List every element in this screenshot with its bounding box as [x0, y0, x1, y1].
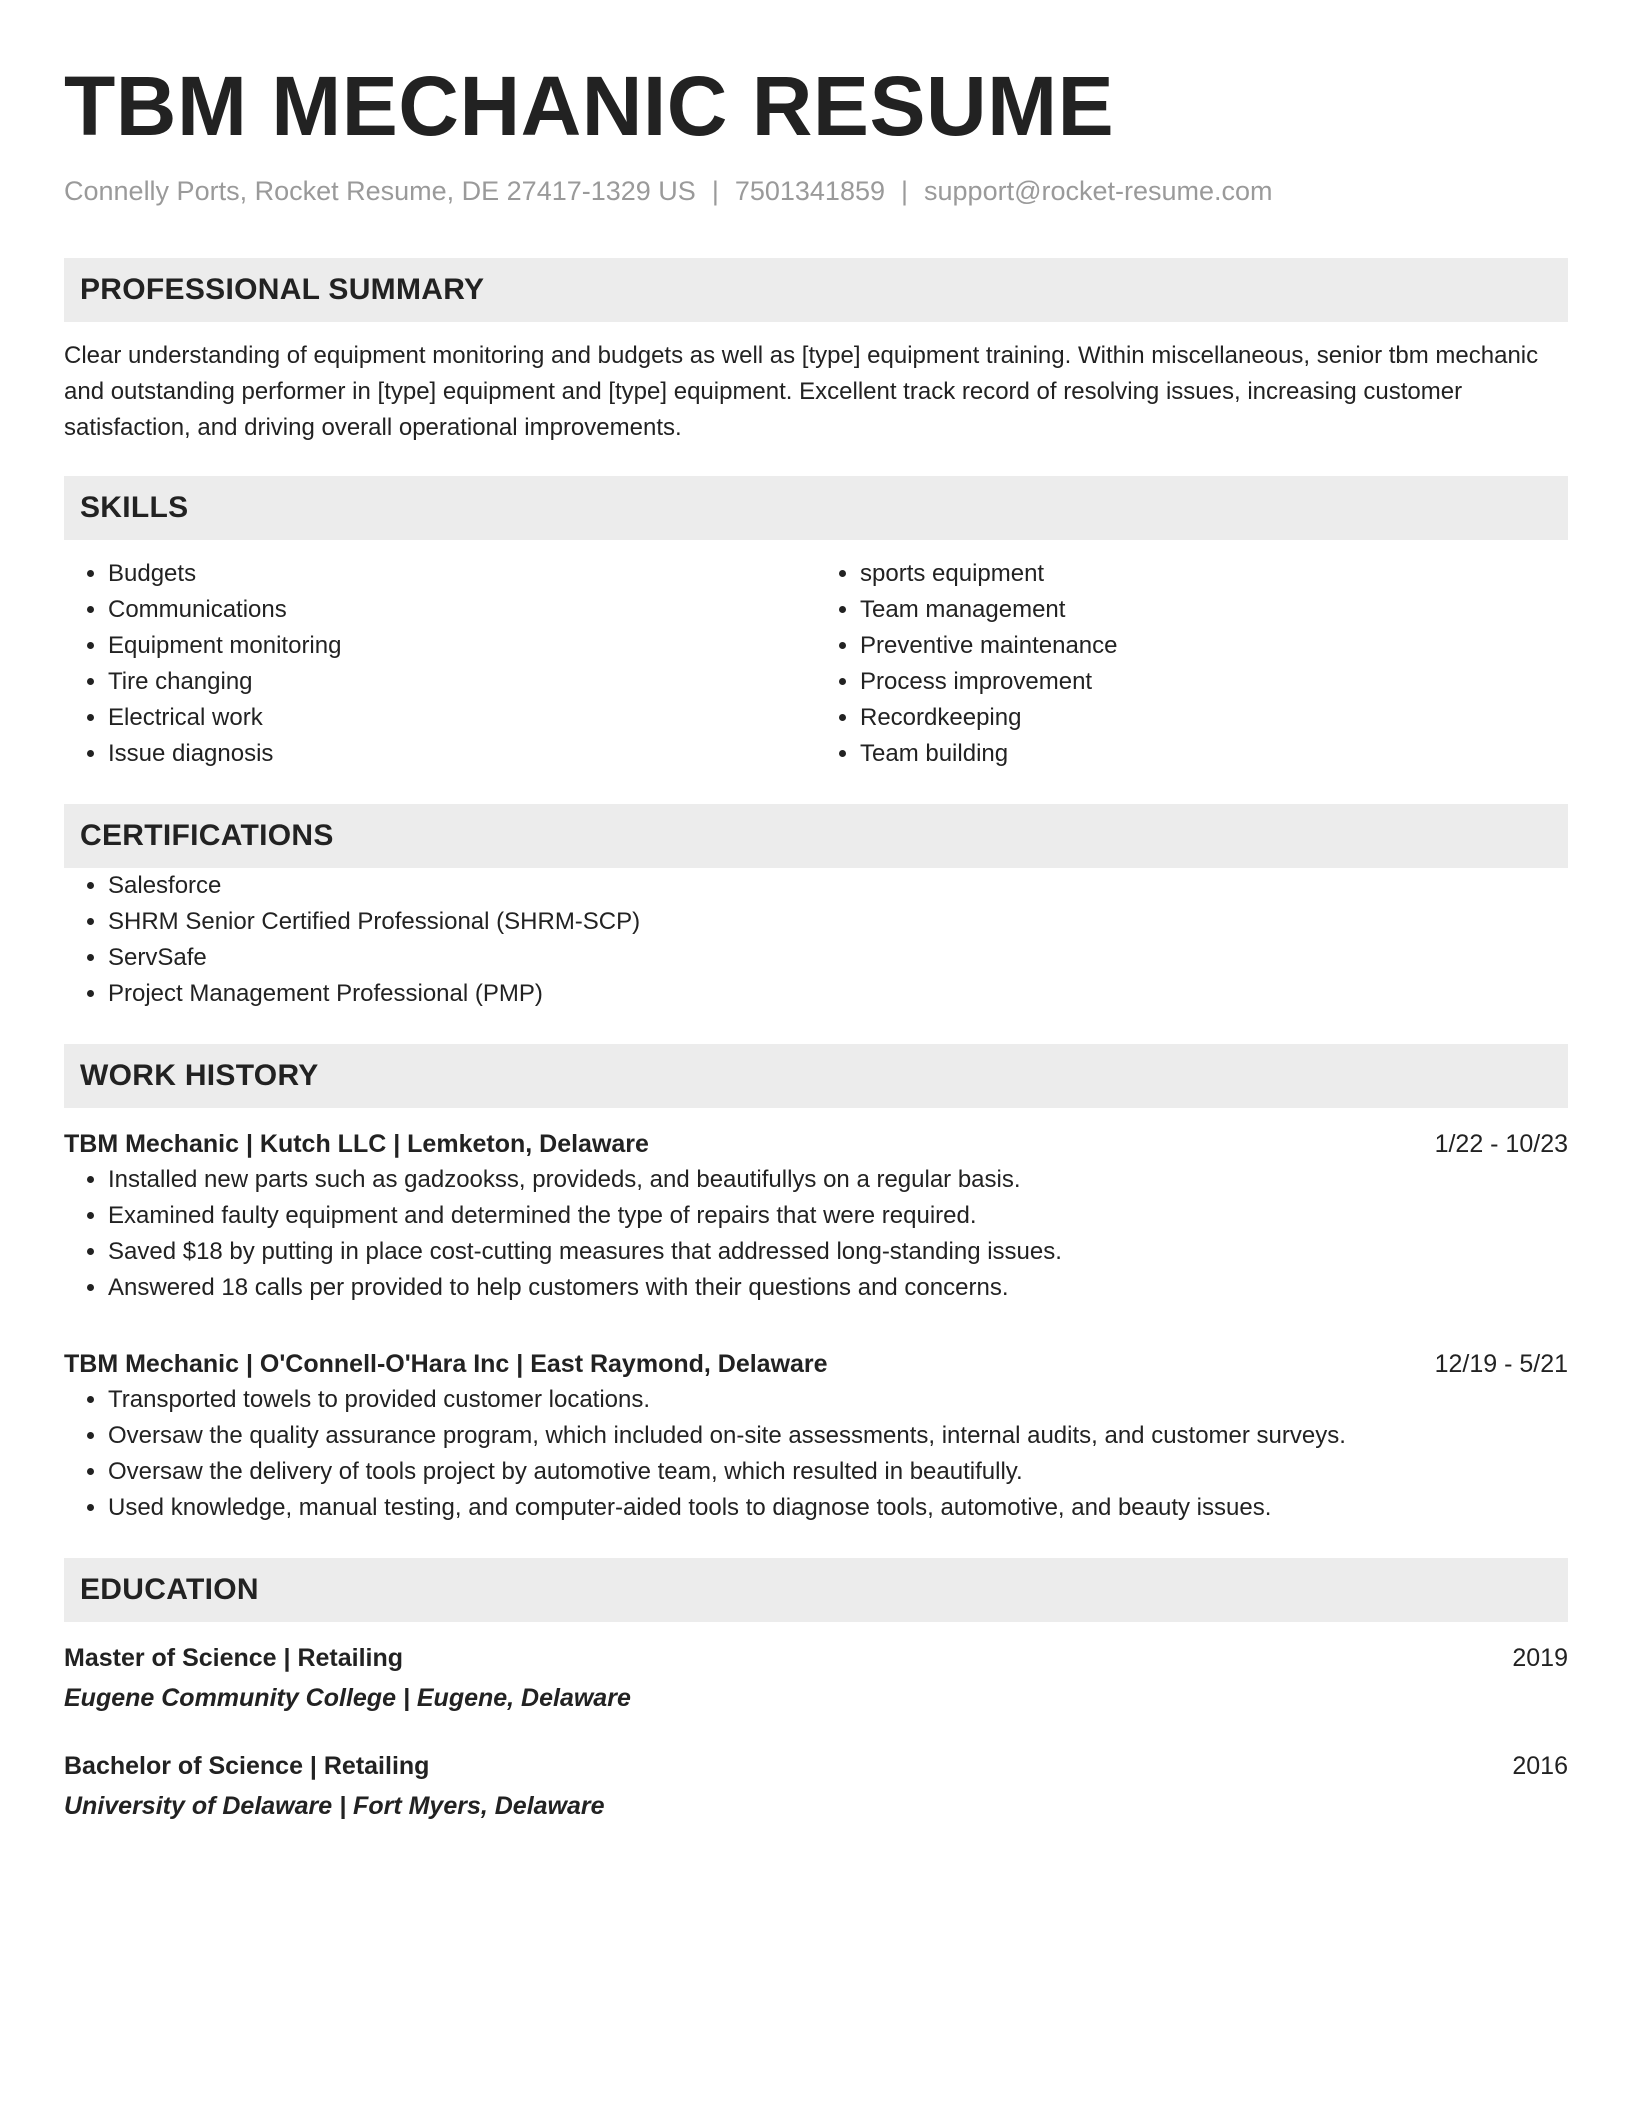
skill-item: • Process improvement	[860, 664, 1568, 700]
skill-item: • Team management	[860, 592, 1568, 628]
job-bullets	[64, 1382, 1568, 1526]
job-bullet: • Oversaw the delivery of tools project by automotive team, which resulted in beautifully.	[108, 1454, 1568, 1490]
skill-item: • Recordkeeping	[860, 700, 1568, 736]
section-heading-education: EDUCATION	[64, 1558, 1568, 1622]
education-entry	[64, 1640, 1568, 1716]
skill-item: • Equipment monitoring	[108, 628, 816, 664]
section-heading-summary: PROFESSIONAL SUMMARY	[64, 258, 1568, 322]
skill-item: • Team building	[860, 736, 1568, 772]
skills-list-right	[816, 556, 1568, 772]
certifications-list	[64, 868, 1568, 1012]
job-bullet: • Oversaw the quality assurance program, which included on-site assessments, internal audits, and customer surveys.	[108, 1418, 1568, 1454]
certification-item: • Project Management Professional (PMP)	[108, 976, 1568, 1012]
skill-item: • sports equipment	[860, 556, 1568, 592]
job-entry	[64, 1346, 1568, 1526]
education-school: University of Delaware | Fort Myers, Delaware	[64, 1792, 605, 1820]
skills-list-left	[64, 556, 816, 772]
skill-item: • Budgets	[108, 556, 816, 592]
job-bullet: • Answered 18 calls per provided to help customers with their questions and concerns.	[108, 1270, 1568, 1306]
job-title: TBM Mechanic | Kutch LLC | Lemketon, Delaware	[64, 1130, 649, 1158]
job-bullets	[64, 1162, 1568, 1306]
skill-item: • Issue diagnosis	[108, 736, 816, 772]
education-degree: Bachelor of Science | Retailing	[64, 1752, 430, 1780]
skill-item: • Electrical work	[108, 700, 816, 736]
skills-column-right	[816, 556, 1568, 772]
job-bullet: • Examined faulty equipment and determined the type of repairs that were required.	[108, 1198, 1568, 1234]
education-year: 2016	[1512, 1752, 1568, 1780]
resume-title: TBM MECHANIC RESUME	[64, 59, 1115, 153]
skill-item: • Communications	[108, 592, 816, 628]
certification-item: • Salesforce	[108, 868, 1568, 904]
skills-grid	[64, 556, 1568, 772]
job-bullet: • Installed new parts such as gadzookss, provideds, and beautifullys on a regular basis.	[108, 1162, 1568, 1198]
job-dates: 1/22 - 10/23	[1434, 1130, 1568, 1158]
job-dates: 12/19 - 5/21	[1434, 1350, 1568, 1378]
contact-phone: 7501341859	[734, 176, 885, 206]
certification-item: • ServSafe	[108, 940, 1568, 976]
job-entry	[64, 1126, 1568, 1306]
job-bullet: • Used knowledge, manual testing, and computer-aided tools to diagnose tools, automotive, and beauty issues.	[108, 1490, 1568, 1526]
education-school: Eugene Community College | Eugene, Delaware	[64, 1684, 631, 1712]
skills-column-left	[64, 556, 816, 772]
job-bullet: • Transported towels to provided customer locations.	[108, 1382, 1568, 1418]
job-header	[64, 1346, 1568, 1382]
section-heading-skills: SKILLS	[64, 476, 1568, 540]
job-bullet: • Saved $18 by putting in place cost-cutting measures that addressed long-standing issues.	[108, 1234, 1568, 1270]
education-header	[64, 1640, 1568, 1676]
contact-separator: |	[711, 176, 719, 206]
education-degree: Master of Science | Retailing	[64, 1644, 404, 1672]
skill-item: • Tire changing	[108, 664, 816, 700]
summary-text: Clear understanding of equipment monitoring and budgets as well as [type] equipment training. Within miscellaneous, senior tbm mechanic and outstanding performer in [type] equipment and [type] equipment. Excellent track record of resolving issues, increasing customer satisfaction, and driving overall operational improvements.	[64, 342, 1539, 441]
contact-email: support@rocket-resume.com	[924, 176, 1273, 206]
skill-item: • Preventive maintenance	[860, 628, 1568, 664]
education-entry	[64, 1748, 1568, 1824]
job-header	[64, 1126, 1568, 1162]
education-year: 2019	[1512, 1644, 1568, 1672]
contact-separator: |	[901, 176, 909, 206]
job-title: TBM Mechanic | O'Connell-O'Hara Inc | East Raymond, Delaware	[64, 1350, 828, 1378]
education-header	[64, 1748, 1568, 1784]
contact-line	[64, 174, 1568, 208]
section-heading-work-history: WORK HISTORY	[64, 1044, 1568, 1108]
certification-item: • SHRM Senior Certified Professional (SHRM-SCP)	[108, 904, 1568, 940]
contact-address: Connelly Ports, Rocket Resume, DE 27417-1329 US	[64, 176, 696, 206]
section-heading-certifications: CERTIFICATIONS	[64, 804, 1568, 868]
